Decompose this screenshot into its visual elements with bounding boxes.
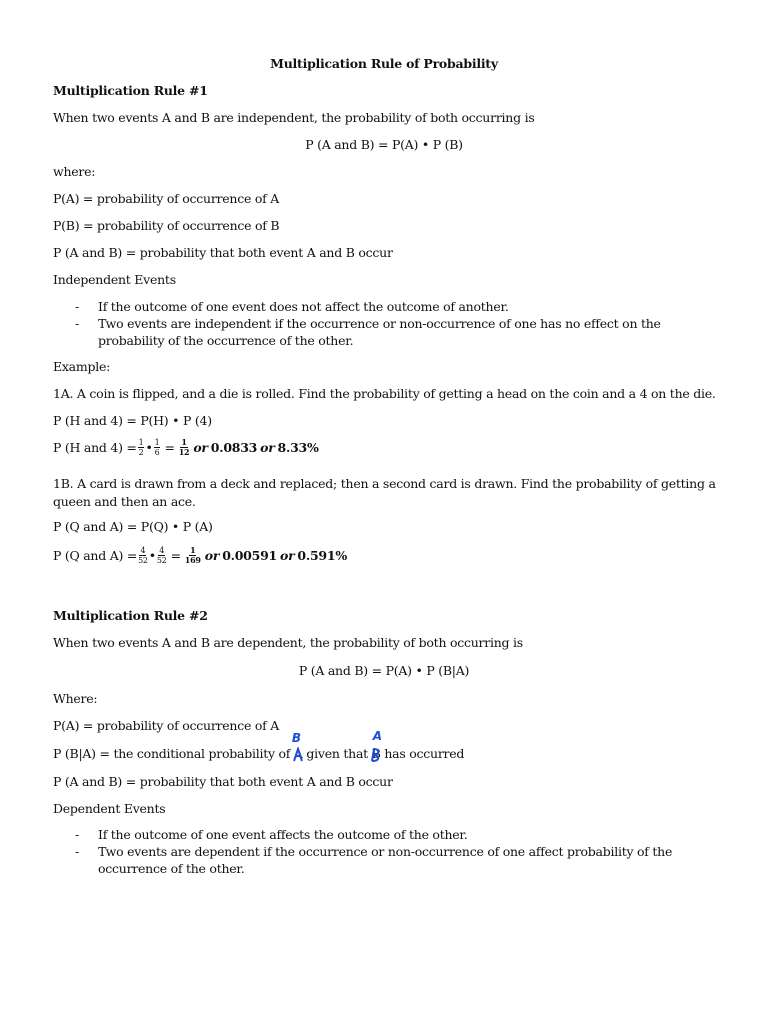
rule2-def-pab: P (A and B) = probability that both event A and B occur <box>53 774 393 789</box>
rule2-intro: When two events A and B are dependent, the probability of both occurring is <box>53 635 523 650</box>
example-1a-formula: P (H and 4) = P(H) • P (4) <box>53 413 212 428</box>
percent-value: 8.33% <box>277 439 319 455</box>
calc-lhs: P (H and 4) = <box>53 439 137 455</box>
rule1-def-pb: P(B) = probability of occurrence of B <box>53 218 280 233</box>
rule2-heading: Multiplication Rule #2 <box>53 608 208 623</box>
independent-events-heading: Independent Events <box>53 272 176 287</box>
dependent-bullet-1: If the outcome of one event affects the outcome of the other. <box>98 827 468 842</box>
rule1-formula: P (A and B) = P(A) • P (B) <box>305 137 463 152</box>
dot-operator: • <box>145 439 153 455</box>
rule1-where: where: <box>53 164 96 179</box>
example-label: Example: <box>53 359 111 374</box>
percent-value: 0.591% <box>297 547 347 563</box>
fraction: $\frac{1}{6}$ <box>154 438 160 457</box>
strike-mark <box>369 747 381 762</box>
rule2-formula: P (A and B) = P(A) • P (B|A) <box>298 663 470 678</box>
example-1a-calculation <box>53 438 319 457</box>
bullet-marker: - <box>75 316 80 331</box>
decimal-value: 0.0833 <box>210 439 258 455</box>
example-1b-text: 1B. A card is drawn from a deck and replaced; then a second card is drawn. Find the probability of getting a queen and then an ace. <box>53 476 716 509</box>
page-title: Multiplication Rule of Probability <box>270 56 498 71</box>
or-word: or <box>193 439 208 455</box>
bullet-marker: - <box>75 827 80 842</box>
rule1-def-pab: P (A and B) = probability that both event A and B occur <box>53 245 393 260</box>
bullet-marker: - <box>75 844 80 859</box>
handwritten-correction-b: B <box>291 731 301 745</box>
dot-operator: • <box>148 547 156 563</box>
dependent-events-heading: Dependent Events <box>53 801 166 816</box>
handwritten-correction-a: A <box>372 729 382 743</box>
independent-bullet-2: Two events are independent if the occurrence or non-occurrence of one has no effect on the probability of the occurrence of the other. <box>98 316 661 348</box>
or-word: or <box>204 547 220 563</box>
rule1-heading: Multiplication Rule #1 <box>53 83 208 98</box>
fraction: $\frac{1}{169}$ <box>184 545 201 565</box>
or-word: or <box>260 439 275 455</box>
independent-bullet-1: If the outcome of one event does not affect the outcome of another. <box>98 299 509 314</box>
rule2-where: Where: <box>53 691 98 706</box>
example-1b-calculation <box>53 546 347 565</box>
corrected-letter-a: A B <box>291 731 303 761</box>
rule1-def-pa: P(A) = probability of occurrence of A <box>53 191 279 206</box>
calc-lhs: P (Q and A) = <box>53 547 138 563</box>
fraction: $\frac{4}{52}$ <box>156 546 167 565</box>
corrected-letter-b: B A <box>372 746 381 761</box>
bullet-marker: - <box>75 299 80 314</box>
dependent-bullet-2: Two events are dependent if the occurrence or non-occurrence of one affect probability of the occurrence of the other. <box>98 844 673 876</box>
decimal-value: 0.00591 <box>222 547 277 563</box>
fraction: $\frac{4}{52}$ <box>138 546 148 565</box>
fraction: $\frac{1}{2}$ <box>138 438 144 457</box>
rule2-def-conditional: P (B|A) = the conditional probability of A B given that B A has occurred <box>53 729 465 761</box>
equals-sign: = <box>164 439 175 455</box>
example-1b-formula: P (Q and A) = P(Q) • P (A) <box>53 519 213 534</box>
example-1a-text: 1A. A coin is flipped, and a die is rolled. Find the probability of getting a head on the coin and a 4 on the die. <box>53 386 716 401</box>
equals-sign: = <box>170 547 181 563</box>
or-word: or <box>279 547 295 563</box>
fraction: $\frac{1}{12}$ <box>178 437 190 457</box>
rule1-intro: When two events A and B are independent, the probability of both occurring is <box>53 110 535 125</box>
rule2-def-pa: P(A) = probability of occurrence of A <box>53 718 279 733</box>
